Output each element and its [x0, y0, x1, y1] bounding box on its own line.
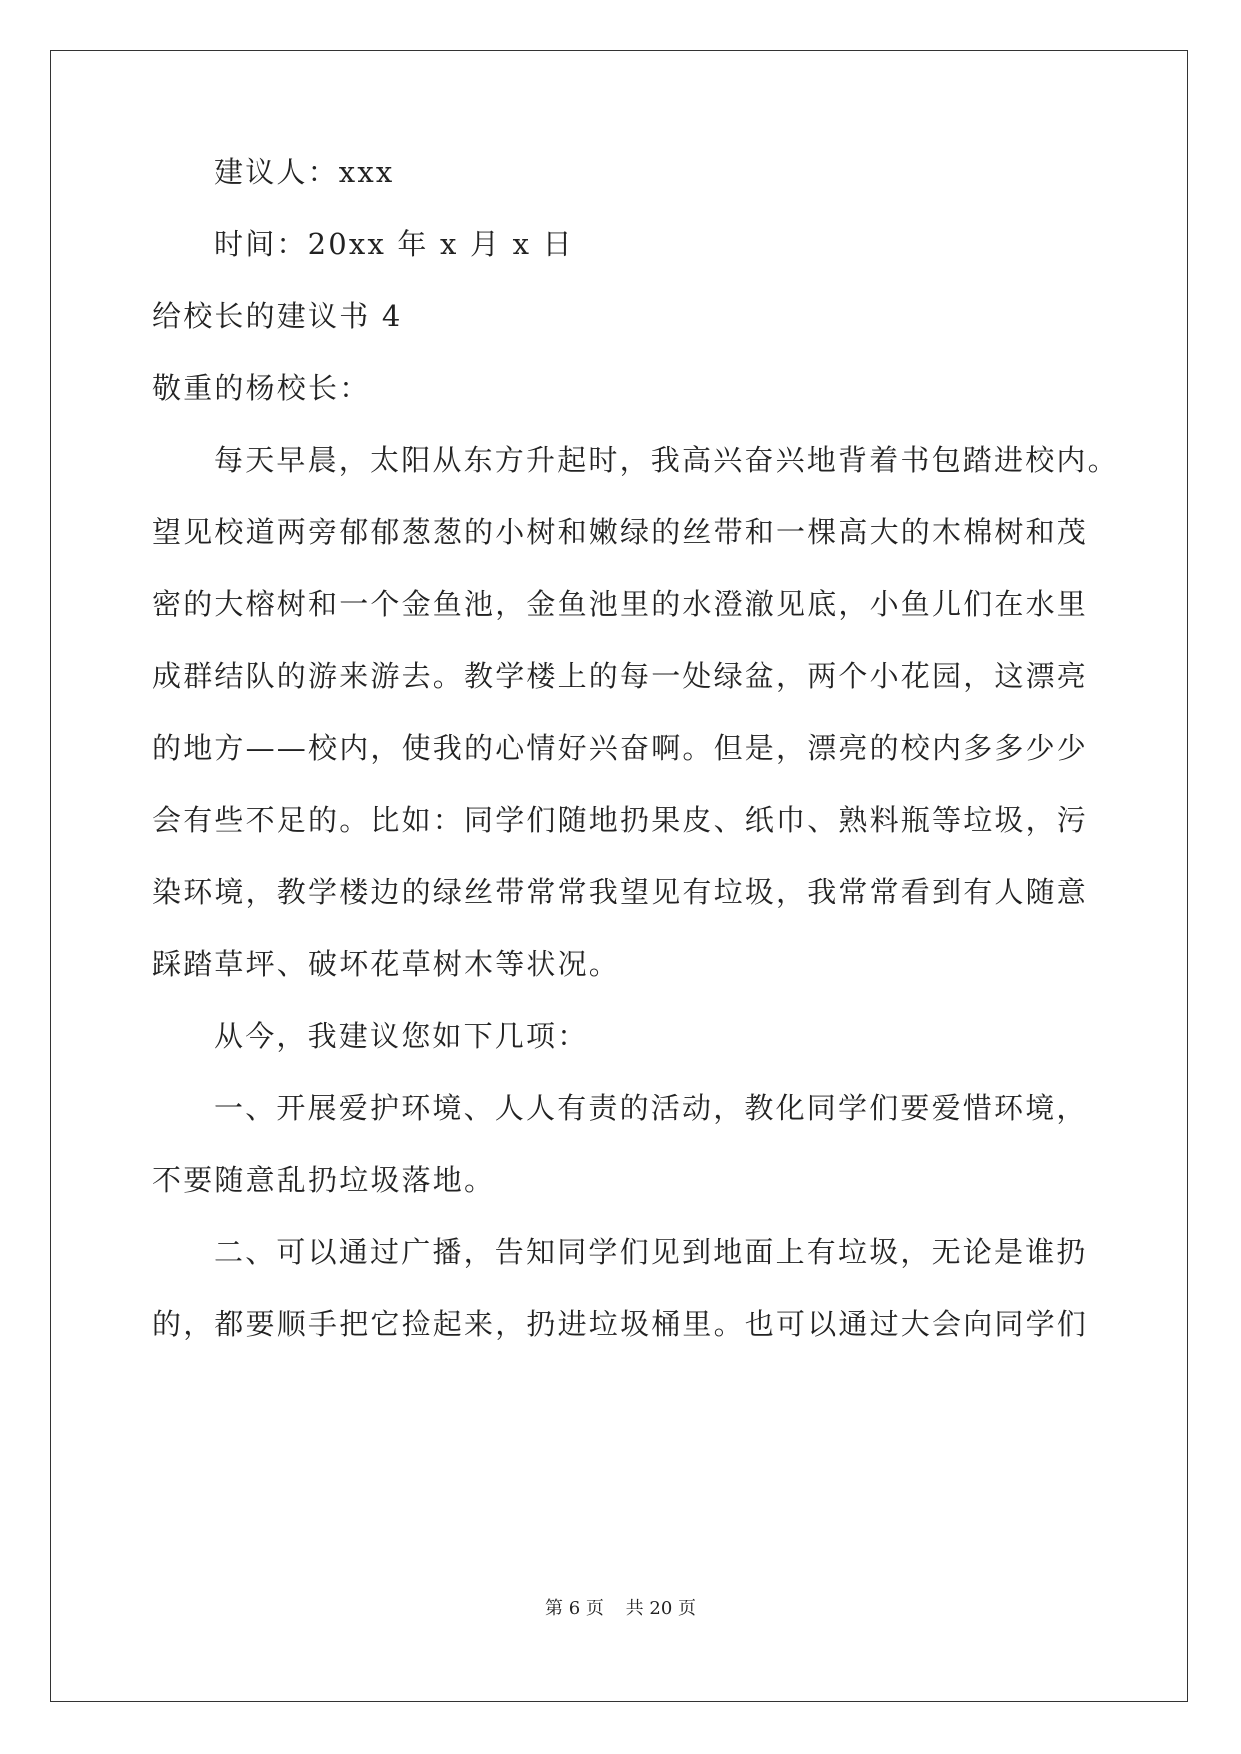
body-line: 成群结队的游来游去。教学楼上的每一处绿盆，两个小花园，这漂亮 [152, 659, 1089, 693]
page-footer [0, 1597, 1241, 1621]
suggestion-item: 二、可以通过广播，告知同学们见到地面上有垃圾，无论是谁扔 [214, 1235, 1088, 1269]
body-line: 会有些不足的。比如：同学们随地扔果皮、纸巾、熟料瓶等垃圾，污 [152, 803, 1089, 837]
body-line: 从今，我建议您如下几项： [214, 1019, 589, 1053]
page-number: 第 6 页 [545, 1598, 604, 1619]
body-line: 踩踏草坪、破坏花草树木等状况。 [152, 947, 621, 981]
body-line: 染环境，教学楼边的绿丝带常常我望见有垃圾，我常常看到有人随意 [152, 875, 1089, 909]
body-line: 不要随意乱扔垃圾落地。 [152, 1163, 496, 1197]
date-line: 时间：20xx 年 x 月 x 日 [214, 227, 574, 261]
section-title: 给校长的建议书 4 [152, 299, 403, 333]
signer-line: 建议人：xxx [214, 155, 395, 189]
salutation: 敬重的杨校长： [152, 371, 371, 405]
body-line: 望见校道两旁郁郁葱葱的小树和嫩绿的丝带和一棵高大的木棉树和茂 [152, 515, 1089, 549]
body-line: 的地方——校内，使我的心情好兴奋啊。但是，漂亮的校内多多少少 [152, 731, 1089, 765]
body-line: 每天早晨，太阳从东方升起时，我高兴奋兴地背着书包踏进校内。 [214, 443, 1119, 477]
body-line: 密的大榕树和一个金鱼池，金鱼池里的水澄澈见底，小鱼儿们在水里 [152, 587, 1089, 621]
page-total: 共 20 页 [625, 1598, 696, 1619]
body-line: 的，都要顺手把它捡起来，扔进垃圾桶里。也可以通过大会向同学们 [152, 1307, 1089, 1341]
suggestion-item: 一、开展爱护环境、人人有责的活动，教化同学们要爱惜环境， [214, 1091, 1088, 1125]
